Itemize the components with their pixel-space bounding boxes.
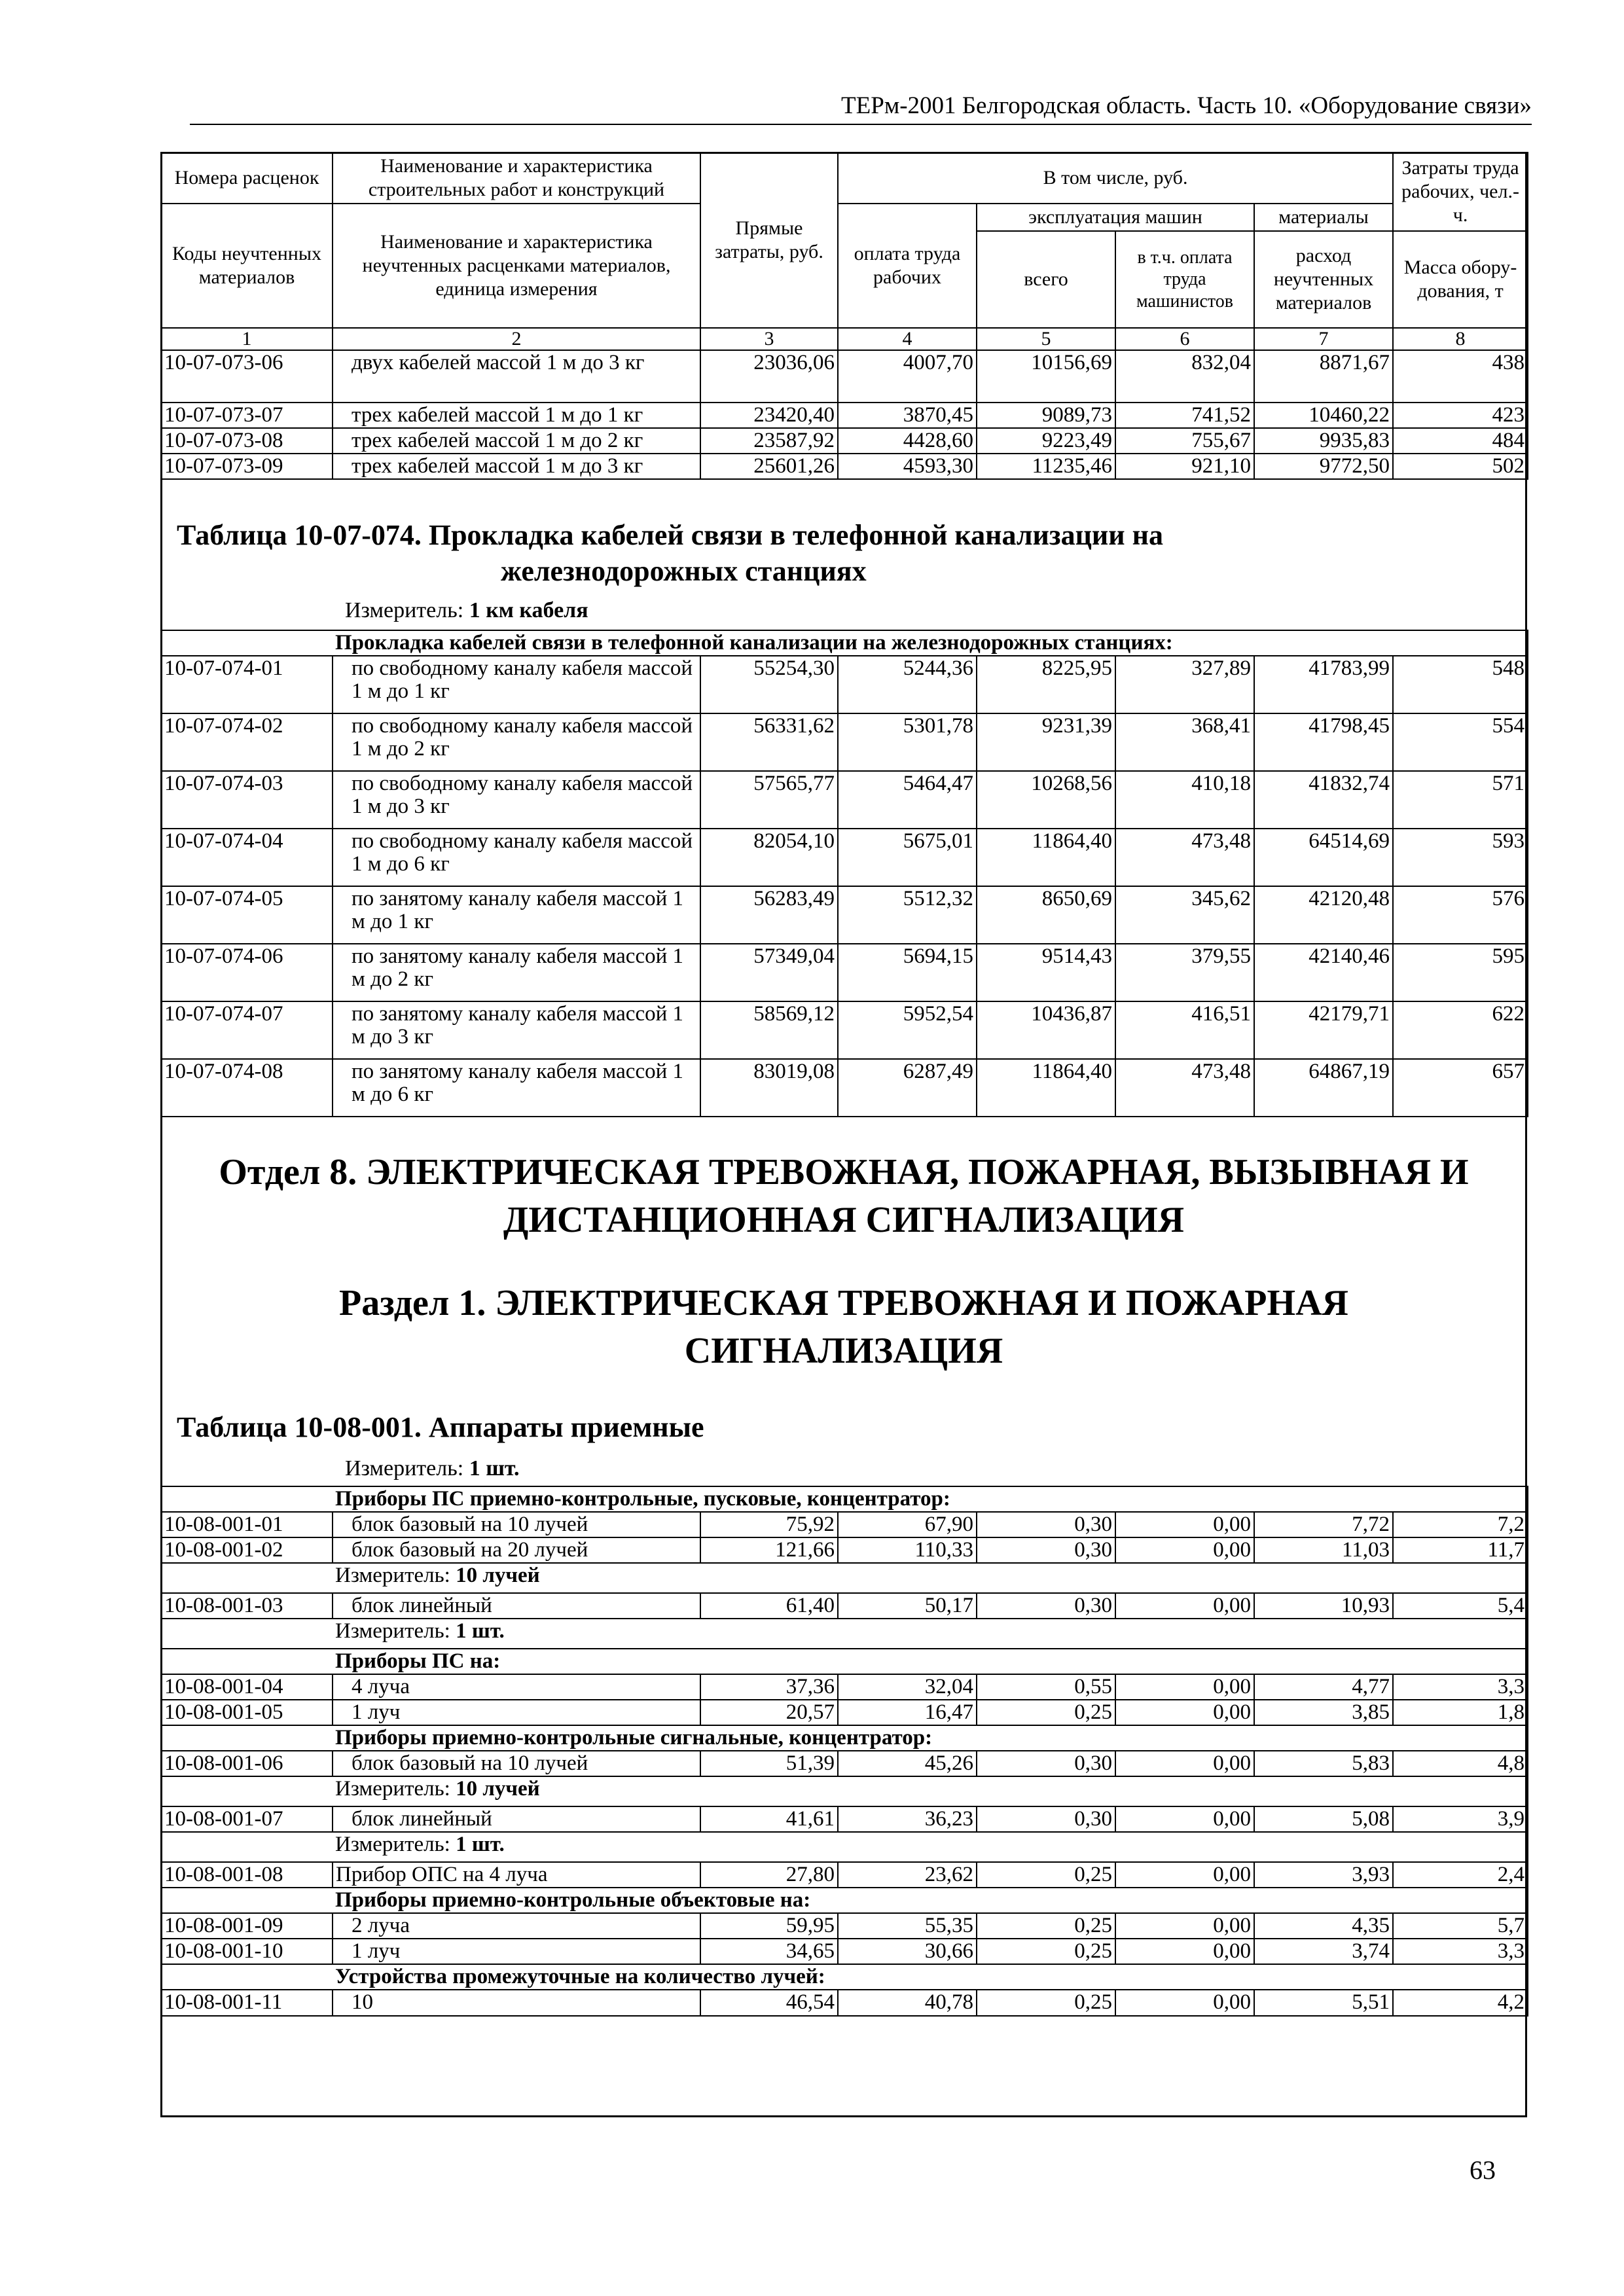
wages: 4007,70 <box>838 350 977 403</box>
direct-cost: 23420,40 <box>700 403 838 428</box>
machines-total: 0,25 <box>977 1913 1115 1939</box>
machinist-wages: 0,00 <box>1115 1512 1254 1537</box>
labor-cost: 11,7 <box>1393 1537 1528 1563</box>
materials: 3,93 <box>1254 1862 1393 1888</box>
rate-name: блок базовый на 10 лучей <box>333 1512 700 1537</box>
direct-cost: 56283,49 <box>700 886 838 944</box>
table-row <box>161 1059 1528 1117</box>
page-number: 63 <box>1470 2155 1496 2185</box>
rate-name: 1 луч <box>333 1700 700 1725</box>
labor-cost: 657 <box>1393 1059 1528 1117</box>
materials: 41832,74 <box>1254 771 1393 829</box>
machinist-wages: 0,00 <box>1115 1913 1254 1939</box>
table-row <box>161 350 1528 403</box>
col-index: 1 <box>161 328 333 350</box>
rate-code: 10-07-073-07 <box>161 403 333 428</box>
rate-name: по занятому каналу кабеля массой 1 м до 1 кг <box>333 886 700 944</box>
wages: 30,66 <box>838 1939 977 1964</box>
wages: 4428,60 <box>838 428 977 454</box>
machinist-wages: 327,89 <box>1115 656 1254 713</box>
table-row <box>161 944 1528 1001</box>
rate-code: 10-08-001-01 <box>161 1512 333 1537</box>
direct-cost: 57349,04 <box>700 944 838 1001</box>
col-materials: материалы <box>1254 204 1393 231</box>
labor-cost: 622 <box>1393 1001 1528 1059</box>
group-heading: Приборы ПС на: <box>333 1649 1528 1674</box>
labor-cost: 438 <box>1393 350 1528 403</box>
table-2-group: Прокладка кабелей связи в телефонной канализации на железнодорожных станциях: <box>333 630 1528 656</box>
materials: 41783,99 <box>1254 656 1393 713</box>
rate-code: 10-07-074-08 <box>161 1059 333 1117</box>
machines-total: 0,55 <box>977 1674 1115 1700</box>
rate-name: по занятому каналу кабеля массой 1 м до 3 кг <box>333 1001 700 1059</box>
rate-name: 1 луч <box>333 1939 700 1964</box>
rate-code: 10-08-001-06 <box>161 1751 333 1776</box>
measure-value: 1 шт. <box>456 1832 505 1856</box>
table-row <box>161 829 1528 886</box>
rate-name: Прибор ОПС на 4 луча <box>333 1862 700 1888</box>
table-row <box>161 1913 1528 1939</box>
wages: 5952,54 <box>838 1001 977 1059</box>
table-row <box>161 656 1528 713</box>
wages: 5694,15 <box>838 944 977 1001</box>
machinist-wages: 0,00 <box>1115 1990 1254 2016</box>
machines-total: 0,25 <box>977 1862 1115 1888</box>
col-name-top: Наименование и характеристика строительных работ и конструкций <box>333 152 700 204</box>
group-heading: Устройства промежуточные на количество лучей: <box>333 1964 1528 1990</box>
table-2-measure <box>345 598 588 623</box>
rate-code: 10-08-001-07 <box>161 1806 333 1832</box>
rate-code: 10-07-073-06 <box>161 350 333 403</box>
rate-code: 10-08-001-04 <box>161 1674 333 1700</box>
machinist-wages: 345,62 <box>1115 886 1254 944</box>
rate-code: 10-08-001-02 <box>161 1537 333 1563</box>
group-heading: Приборы приемно-контрольные сигнальные, концентратор: <box>333 1725 1528 1751</box>
table-row <box>161 403 1528 428</box>
wages: 55,35 <box>838 1913 977 1939</box>
machines-total: 9514,43 <box>977 944 1115 1001</box>
machines-total: 0,25 <box>977 1939 1115 1964</box>
direct-cost: 83019,08 <box>700 1059 838 1117</box>
machines-total: 8225,95 <box>977 656 1115 713</box>
measure-label: Измеритель: <box>335 1563 456 1587</box>
materials: 41798,45 <box>1254 713 1393 771</box>
col-incl: В том числе, руб. <box>838 152 1393 204</box>
materials: 11,03 <box>1254 1537 1393 1563</box>
direct-cost: 41,61 <box>700 1806 838 1832</box>
machines-total: 0,30 <box>977 1593 1115 1619</box>
direct-cost: 75,92 <box>700 1512 838 1537</box>
machinist-wages: 0,00 <box>1115 1674 1254 1700</box>
col-mach-all: всего <box>977 231 1115 328</box>
direct-cost: 51,39 <box>700 1751 838 1776</box>
materials: 4,77 <box>1254 1674 1393 1700</box>
materials: 5,51 <box>1254 1990 1393 2016</box>
col-mass: Масса обору-дования, т <box>1393 231 1528 328</box>
materials: 7,72 <box>1254 1512 1393 1537</box>
rate-name: блок линейный <box>333 1806 700 1832</box>
rate-name: трех кабелей массой 1 м до 2 кг <box>333 428 700 454</box>
rate-name: по свободному каналу кабеля массой 1 м до 1 кг <box>333 656 700 713</box>
direct-cost: 59,95 <box>700 1913 838 1939</box>
wages: 5675,01 <box>838 829 977 886</box>
machines-total: 0,30 <box>977 1537 1115 1563</box>
measure-value: 10 лучей <box>456 1776 540 1801</box>
wages: 3870,45 <box>838 403 977 428</box>
machines-total: 0,30 <box>977 1751 1115 1776</box>
table-row <box>161 1990 1528 2016</box>
direct-cost: 27,80 <box>700 1862 838 1888</box>
machinist-wages: 0,00 <box>1115 1700 1254 1725</box>
materials: 64867,19 <box>1254 1059 1393 1117</box>
wages: 5512,32 <box>838 886 977 944</box>
wages: 45,26 <box>838 1751 977 1776</box>
machines-total: 0,25 <box>977 1990 1115 2016</box>
materials: 42120,48 <box>1254 886 1393 944</box>
measure-row <box>333 1832 1528 1862</box>
table-row <box>161 1751 1528 1776</box>
rate-code: 10-07-074-03 <box>161 771 333 829</box>
col-code-top: Номера расценок <box>161 152 333 204</box>
materials: 5,83 <box>1254 1751 1393 1776</box>
wages: 32,04 <box>838 1674 977 1700</box>
labor-cost: 3,9 <box>1393 1806 1528 1832</box>
wages: 50,17 <box>838 1593 977 1619</box>
rate-name: блок базовый на 20 лучей <box>333 1537 700 1563</box>
materials: 5,08 <box>1254 1806 1393 1832</box>
department-title <box>160 1149 1527 1244</box>
labor-cost: 5,7 <box>1393 1913 1528 1939</box>
rate-name: 10 <box>333 1990 700 2016</box>
machinist-wages: 416,51 <box>1115 1001 1254 1059</box>
machinist-wages: 832,04 <box>1115 350 1254 403</box>
col-machines: эксплуатация машин <box>977 204 1254 231</box>
labor-cost: 4,2 <box>1393 1990 1528 2016</box>
machines-total: 10268,56 <box>977 771 1115 829</box>
labor-cost: 3,3 <box>1393 1939 1528 1964</box>
wages: 67,90 <box>838 1512 977 1537</box>
machinist-wages: 368,41 <box>1115 713 1254 771</box>
rate-name: трех кабелей массой 1 м до 3 кг <box>333 454 700 479</box>
materials: 9935,83 <box>1254 428 1393 454</box>
rate-code: 10-08-001-03 <box>161 1593 333 1619</box>
table-row <box>161 1700 1528 1725</box>
measure-value: 1 км кабеля <box>469 598 588 622</box>
direct-cost: 20,57 <box>700 1700 838 1725</box>
table-row <box>161 1939 1528 1964</box>
group-heading: Приборы ПС приемно-контрольные, пусковые, концентратор: <box>333 1486 1528 1512</box>
direct-cost: 23036,06 <box>700 350 838 403</box>
section-title-line1: Раздел 1. ЭЛЕКТРИЧЕСКАЯ ТРЕВОЖНАЯ И ПОЖАРНАЯ <box>339 1283 1348 1323</box>
machines-total: 10436,87 <box>977 1001 1115 1059</box>
table-row <box>161 713 1528 771</box>
labor-cost: 5,4 <box>1393 1593 1528 1619</box>
wages: 110,33 <box>838 1537 977 1563</box>
table-row <box>161 454 1528 479</box>
labor-cost: 7,2 <box>1393 1512 1528 1537</box>
wages: 6287,49 <box>838 1059 977 1117</box>
rate-code: 10-07-073-08 <box>161 428 333 454</box>
table-row <box>161 1512 1528 1537</box>
measure-label: Измеритель: <box>345 598 469 622</box>
materials: 8871,67 <box>1254 350 1393 403</box>
rate-code: 10-07-074-02 <box>161 713 333 771</box>
col-index: 6 <box>1115 328 1254 350</box>
labor-cost: 1,8 <box>1393 1700 1528 1725</box>
table-row <box>161 428 1528 454</box>
wages: 4593,30 <box>838 454 977 479</box>
rate-name: по свободному каналу кабеля массой 1 м до 2 кг <box>333 713 700 771</box>
table-row <box>161 1674 1528 1700</box>
machines-total: 0,25 <box>977 1700 1115 1725</box>
labor-cost: 595 <box>1393 944 1528 1001</box>
measure-label: Измеритель: <box>335 1776 456 1801</box>
materials: 42140,46 <box>1254 944 1393 1001</box>
rate-code: 10-07-074-05 <box>161 886 333 944</box>
rate-code: 10-08-001-08 <box>161 1862 333 1888</box>
col-index: 4 <box>838 328 977 350</box>
labor-cost: 593 <box>1393 829 1528 886</box>
department-title-line1: Отдел 8. ЭЛЕКТРИЧЕСКАЯ ТРЕВОЖНАЯ, ПОЖАРНАЯ, ВЫЗЫВНАЯ И <box>219 1152 1469 1193</box>
table-2-title-line1: Таблица 10-07-074. Прокладка кабелей связи в телефонной канализации на <box>177 519 1163 551</box>
machines-total: 9223,49 <box>977 428 1115 454</box>
machinist-wages: 0,00 <box>1115 1939 1254 1964</box>
materials: 9772,50 <box>1254 454 1393 479</box>
direct-cost: 56331,62 <box>700 713 838 771</box>
table-row <box>161 771 1528 829</box>
col-code-bottom: Коды неучтенных материалов <box>161 204 333 328</box>
labor-cost: 548 <box>1393 656 1528 713</box>
machinist-wages: 921,10 <box>1115 454 1254 479</box>
machines-total: 9089,73 <box>977 403 1115 428</box>
rate-name: по свободному каналу кабеля массой 1 м до 3 кг <box>333 771 700 829</box>
machinist-wages: 473,48 <box>1115 829 1254 886</box>
measure-label: Измеритель: <box>335 1832 456 1856</box>
table-1 <box>160 152 1528 480</box>
labor-cost: 571 <box>1393 771 1528 829</box>
col-direct: Прямые затраты, руб. <box>700 152 838 328</box>
measure-label: Измеритель: <box>345 1456 469 1480</box>
table-row <box>161 886 1528 944</box>
measure-label: Измеритель: <box>335 1619 456 1643</box>
machinist-wages: 0,00 <box>1115 1537 1254 1563</box>
measure-value: 10 лучей <box>456 1563 540 1587</box>
materials: 4,35 <box>1254 1913 1393 1939</box>
direct-cost: 57565,77 <box>700 771 838 829</box>
machinist-wages: 0,00 <box>1115 1751 1254 1776</box>
measure-row <box>333 1776 1528 1806</box>
table-3-title: Таблица 10-08-001. Аппараты приемные <box>177 1411 704 1443</box>
labor-cost: 554 <box>1393 713 1528 771</box>
col-index: 8 <box>1393 328 1528 350</box>
col-mach-wages: в т.ч. оплата труда машинистов <box>1115 231 1254 328</box>
direct-cost: 37,36 <box>700 1674 838 1700</box>
rate-name: блок линейный <box>333 1593 700 1619</box>
rate-code: 10-07-073-09 <box>161 454 333 479</box>
labor-cost: 2,4 <box>1393 1862 1528 1888</box>
rate-code: 10-07-074-04 <box>161 829 333 886</box>
wages: 36,23 <box>838 1806 977 1832</box>
machines-total: 11864,40 <box>977 1059 1115 1117</box>
machines-total: 0,30 <box>977 1806 1115 1832</box>
col-name-bottom: Наименование и характеристика неучтенных расценками материалов, единица измерения <box>333 204 700 328</box>
direct-cost: 23587,92 <box>700 428 838 454</box>
table-row <box>161 1537 1528 1563</box>
table-2-title <box>177 517 1163 589</box>
machines-total: 0,30 <box>977 1512 1115 1537</box>
materials: 64514,69 <box>1254 829 1393 886</box>
rate-name: по занятому каналу кабеля массой 1 м до 6 кг <box>333 1059 700 1117</box>
labor-cost: 502 <box>1393 454 1528 479</box>
col-labor: Затраты труда рабочих, чел.-ч. <box>1393 152 1528 231</box>
rate-name: блок базовый на 10 лучей <box>333 1751 700 1776</box>
rate-name: по свободному каналу кабеля массой 1 м до 6 кг <box>333 829 700 886</box>
machines-total: 10156,69 <box>977 350 1115 403</box>
wages: 23,62 <box>838 1862 977 1888</box>
machines-total: 9231,39 <box>977 713 1115 771</box>
labor-cost: 4,8 <box>1393 1751 1528 1776</box>
machines-total: 8650,69 <box>977 886 1115 944</box>
table-row <box>161 1806 1528 1832</box>
materials: 10,93 <box>1254 1593 1393 1619</box>
machines-total: 11235,46 <box>977 454 1115 479</box>
rate-code: 10-07-074-06 <box>161 944 333 1001</box>
labor-cost: 3,3 <box>1393 1674 1528 1700</box>
running-header <box>190 92 1532 125</box>
materials: 42179,71 <box>1254 1001 1393 1059</box>
direct-cost: 55254,30 <box>700 656 838 713</box>
machinist-wages: 741,52 <box>1115 403 1254 428</box>
col-index: 3 <box>700 328 838 350</box>
col-wages: оплата труда рабочих <box>838 204 977 328</box>
table-row <box>161 1593 1528 1619</box>
rate-code: 10-08-001-05 <box>161 1700 333 1725</box>
col-mat-unaccounted: расход неучтенных материалов <box>1254 231 1393 328</box>
machinist-wages: 379,55 <box>1115 944 1254 1001</box>
wages: 5244,36 <box>838 656 977 713</box>
measure-row <box>333 1619 1528 1649</box>
direct-cost: 34,65 <box>700 1939 838 1964</box>
wages: 16,47 <box>838 1700 977 1725</box>
machinist-wages: 0,00 <box>1115 1593 1254 1619</box>
table-3-measure <box>345 1456 520 1481</box>
rate-name: 4 луча <box>333 1674 700 1700</box>
direct-cost: 82054,10 <box>700 829 838 886</box>
measure-value: 1 шт. <box>469 1456 520 1480</box>
labor-cost: 423 <box>1393 403 1528 428</box>
machinist-wages: 0,00 <box>1115 1806 1254 1832</box>
rate-code: 10-07-074-01 <box>161 656 333 713</box>
section-title-line2: СИГНАЛИЗАЦИЯ <box>684 1330 1003 1371</box>
rate-name: по занятому каналу кабеля массой 1 м до 2 кг <box>333 944 700 1001</box>
direct-cost: 61,40 <box>700 1593 838 1619</box>
rate-code: 10-08-001-11 <box>161 1990 333 2016</box>
rate-name: 2 луча <box>333 1913 700 1939</box>
table-row <box>161 1001 1528 1059</box>
rate-name: трех кабелей массой 1 м до 1 кг <box>333 403 700 428</box>
machinist-wages: 473,48 <box>1115 1059 1254 1117</box>
table-row <box>161 1862 1528 1888</box>
materials: 3,85 <box>1254 1700 1393 1725</box>
materials: 10460,22 <box>1254 403 1393 428</box>
measure-value: 1 шт. <box>456 1619 505 1643</box>
labor-cost: 484 <box>1393 428 1528 454</box>
direct-cost: 58569,12 <box>700 1001 838 1059</box>
rate-code: 10-08-001-09 <box>161 1913 333 1939</box>
labor-cost: 576 <box>1393 886 1528 944</box>
table-3 <box>160 1486 1528 2017</box>
table-2-title-line2: железнодорожных станциях <box>501 555 867 587</box>
machines-total: 11864,40 <box>977 829 1115 886</box>
section-title <box>160 1280 1527 1375</box>
col-index: 7 <box>1254 328 1393 350</box>
machinist-wages: 755,67 <box>1115 428 1254 454</box>
wages: 5301,78 <box>838 713 977 771</box>
rate-name: двух кабелей массой 1 м до 3 кг <box>333 350 700 403</box>
machinist-wages: 410,18 <box>1115 771 1254 829</box>
rate-code: 10-08-001-10 <box>161 1939 333 1964</box>
direct-cost: 121,66 <box>700 1537 838 1563</box>
running-title: ТЕРм-2001 Белгородская область. Часть 10. «Оборудование связи» <box>841 92 1532 119</box>
wages: 5464,47 <box>838 771 977 829</box>
measure-row <box>333 1563 1528 1593</box>
machinist-wages: 0,00 <box>1115 1862 1254 1888</box>
wages: 40,78 <box>838 1990 977 2016</box>
direct-cost: 25601,26 <box>700 454 838 479</box>
direct-cost: 46,54 <box>700 1990 838 2016</box>
col-index: 2 <box>333 328 700 350</box>
materials: 3,74 <box>1254 1939 1393 1964</box>
group-heading: Приборы приемно-контрольные объектовые на: <box>333 1888 1528 1913</box>
col-index: 5 <box>977 328 1115 350</box>
table-2 <box>160 630 1528 1117</box>
department-title-line2: ДИСТАНЦИОННАЯ СИГНАЛИЗАЦИЯ <box>503 1199 1185 1240</box>
rate-code: 10-07-074-07 <box>161 1001 333 1059</box>
